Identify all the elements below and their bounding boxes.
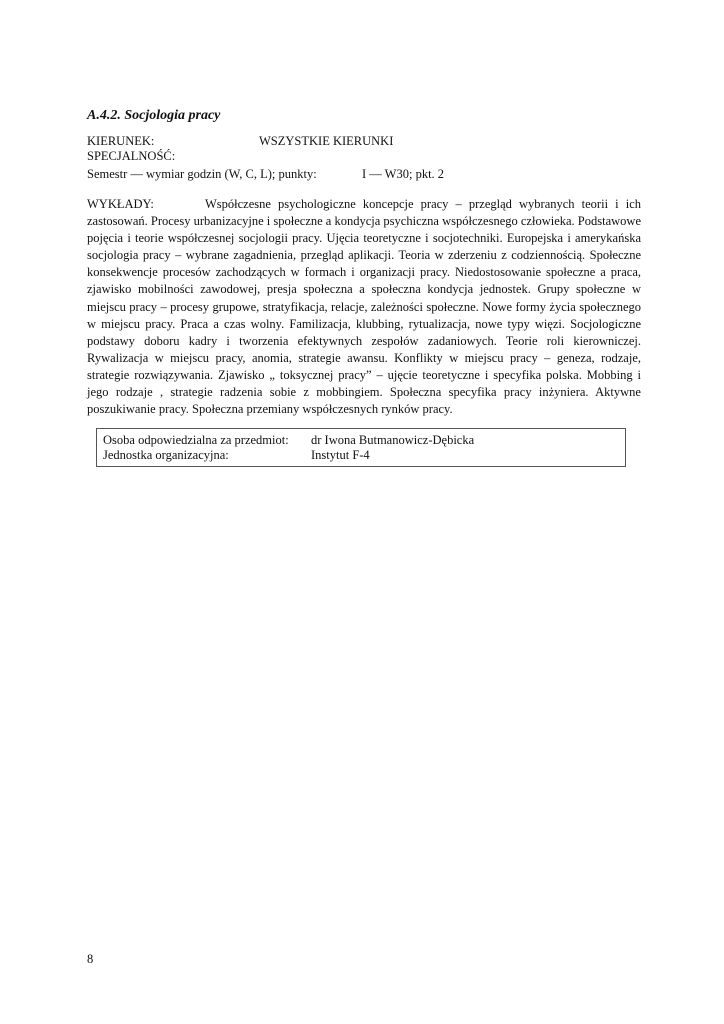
kierunek-row [87,134,394,149]
semestr-value: I — W30; pkt. 2 [362,167,445,181]
responsible-box [96,428,626,467]
specjalnosc-row [87,149,175,164]
responsible-person-value: dr Iwona Butmanowicz-Dębicka [311,433,475,447]
kierunek-label: KIERUNEK: [87,134,155,148]
kierunek-value: WSZYSTKIE KIERUNKI [259,134,394,148]
section-title: A.4.2. Socjologia pracy [87,108,221,123]
semestr-label: Semestr — wymiar godzin (W, C, L); punkty: [87,167,317,181]
semestr-row [87,167,445,182]
lectures-text: Współczesne psychologiczne koncepcje pracy – przegląd wybranych teorii i ich zastosowań. Procesy urbanizacyjne i społeczne a kondycja psychiczna współczesnego człowieka. Podstawowe pojęcia i teorie współczesnej socjologii pracy. Ujęcia teoretyczne i socjotechniki. Europejska i amerykańska socjologia pracy – wybrane zagadnienia, przegląd aplikacji. Teoria w zderzeniu z codziennością. Społeczne konsekwencje procesów zachodzących w formach i organizacji pracy. Niedostosowanie społeczne a praca, zjawisko mobilności zawodowej, presja społeczna a społeczna kondycja jednostek. Grupy społeczne w miejscu pracy – procesy grupowe, stratyfikacja, relacje, zależności społeczne. Nowe formy życia społecznego w miejscu pracy. Praca a czas wolny. Familizacja, klubbing, rytualizacja, nowe typy więzi. Socjologiczne podstawy doboru kadry i tworzenia efektywnych zespołów zadaniowych. Teorie roli kierowniczej. Rywalizacja w miejscu pracy, anomia, strategie awansu. Konflikty w miejscu pracy – geneza, rodzaje, strategie rozwiązywania. Zjawisko „ toksycznej pracy” – ujęcie teoretyczne i specyfika polska. Mobbing i jego rodzaje , strategie radzenia sobie z mobbingiem. Społeczna specyfika pracy inżyniera. Aktywne poszukiwanie pracy. Społeczna przemiany współczesnych rynków pracy. [87,197,641,417]
page-number: 8 [87,952,94,966]
specjalnosc-label: SPECJALNOŚĆ: [87,149,176,163]
responsible-person-label: Osoba odpowiedzialna za przedmiot: [103,433,289,447]
lectures-label: WYKŁADY: [87,197,154,211]
organizational-unit-row [103,448,370,463]
responsible-person-row [103,433,475,448]
organizational-unit-value: Instytut F-4 [311,448,370,462]
lectures-paragraph [87,196,641,418]
organizational-unit-label: Jednostka organizacyjna: [103,448,229,462]
